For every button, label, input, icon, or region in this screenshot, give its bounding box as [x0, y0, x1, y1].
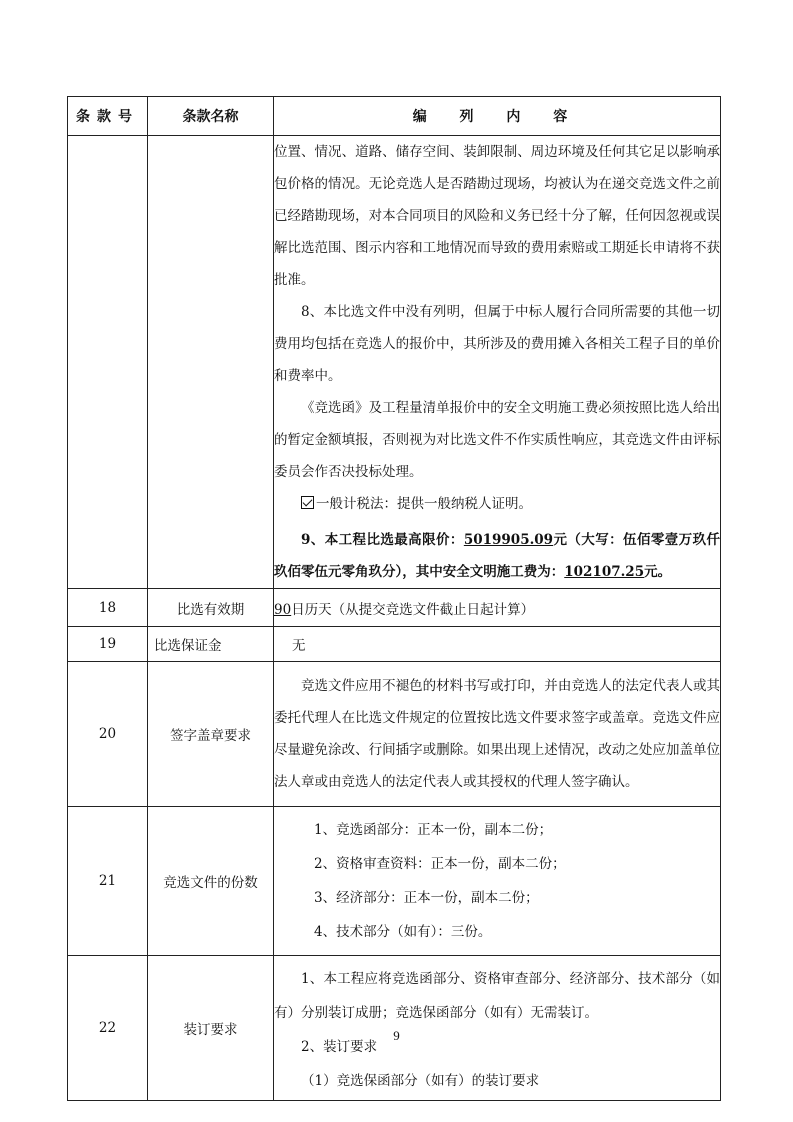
safety-fee-unit: 元。 — [644, 564, 672, 580]
binding-paragraph: 1、本工程应将竞选函部分、资格审查部分、经济部分、技术部分（如有）分别装订成册；竞选保函部分（如有）无需装订。 — [274, 971, 720, 1021]
max-price-label: 9、本工程比选最高限价： — [301, 532, 464, 548]
tax-method-label: 一般计税法：提供一般纳税人证明。 — [316, 496, 532, 512]
table-row — [68, 627, 721, 662]
clause-number-cell: 19 — [68, 627, 148, 662]
clause-number-cell: 22 — [68, 956, 148, 1101]
header-content: 编 列 内 容 — [274, 97, 721, 136]
clause-table — [67, 96, 721, 1101]
clause-number-cell: 18 — [68, 589, 148, 627]
clause-content-cell — [274, 136, 721, 589]
validity-days: 90 — [274, 601, 292, 618]
binding-subtitle: 2、装订要求 — [301, 1039, 378, 1055]
clause-name-cell — [148, 136, 274, 589]
table-row — [68, 589, 721, 627]
clause-number-cell: 20 — [68, 662, 148, 807]
safety-fee-value: 102107.25 — [564, 564, 645, 580]
safety-fee-paragraph: 《竞选函》及工程量清单报价中的安全文明施工费必须按照比选人给出的暂定金额填报，否则视为对比选文件不作实质性响应，其竞选文件由评标委员会作否决投标处理。 — [274, 400, 720, 480]
clause-content-cell — [274, 589, 721, 627]
list-item: 3、经济部分：正本一份，副本二份； — [314, 890, 539, 906]
clause-content-cell: 无 — [274, 627, 721, 662]
validity-text: 日历天（从提交竞选文件截止日起计算） — [291, 601, 535, 618]
clause-name-cell: 签字盖章要求 — [148, 662, 274, 807]
max-price-value: 5019905.09 — [463, 532, 554, 548]
clause-name-cell: 比选保证金 — [148, 627, 274, 662]
table-row — [68, 807, 721, 956]
clause-content-cell — [274, 807, 721, 956]
max-price-paragraph — [274, 524, 720, 588]
tax-method-line — [274, 488, 720, 520]
list-item: 1、竞选函部分：正本一份，副本二份； — [314, 822, 553, 838]
clause-name-cell: 竞选文件的份数 — [148, 807, 274, 956]
table-header-row — [68, 97, 721, 136]
other-costs-paragraph: 8、本比选文件中没有列明，但属于中标人履行合同所需要的其他一切费用均包括在竞选人的报价中，其所涉及的费用摊入各相关工程子目的单价和费率中。 — [274, 304, 720, 384]
list-item: 2、资格审查资料：正本一份，副本二份； — [314, 856, 566, 872]
clause-name-cell: 比选有效期 — [148, 589, 274, 627]
site-conditions-paragraph: 位置、情况、道路、储存空间、装卸限制、周边环境及任何其它足以影响承包价格的情况。无论竞选人是否踏勘过现场，均被认为在递交竞选文件之前已经踏勘现场，对本合同项目的风险和义务已经十分了解，任何因忽视或误解比选范围、图示内容和工地情况而导致的费用索赔或工期延长申请将不获批准。 — [274, 144, 720, 288]
table-row — [68, 662, 721, 807]
clause-number-cell — [68, 136, 148, 589]
clause-number-cell: 21 — [68, 807, 148, 956]
checked-checkbox-icon — [301, 496, 314, 509]
table-row — [68, 136, 721, 589]
list-item: 4、技术部分（如有）：三份。 — [314, 924, 492, 940]
header-clause-name: 条款名称 — [148, 97, 274, 136]
page-number: 9 — [393, 1028, 400, 1043]
clause-content-cell: 竞选文件应用不褪色的材料书写或打印，并由竞选人的法定代表人或其委托代理人在比选文件规定的位置按比选文件要求签字或盖章。竞选文件应尽量避免涂改、行间插字或删除。如果出现上述情况，改动之处应加盖单位法人章或由竞选人的法定代表人或其授权的代理人签字确认。 — [274, 662, 721, 807]
binding-guarantee-line: （1）竞选保函部分（如有）的装订要求 — [301, 1073, 540, 1089]
clause-name-cell: 装订要求 — [148, 956, 274, 1101]
max-price-words: 元（大写：伍佰零壹万玖仟玖佰零伍元零角玖分），其中安全文明施工费为： — [274, 532, 720, 580]
header-clause-number: 条款号 — [68, 97, 148, 136]
